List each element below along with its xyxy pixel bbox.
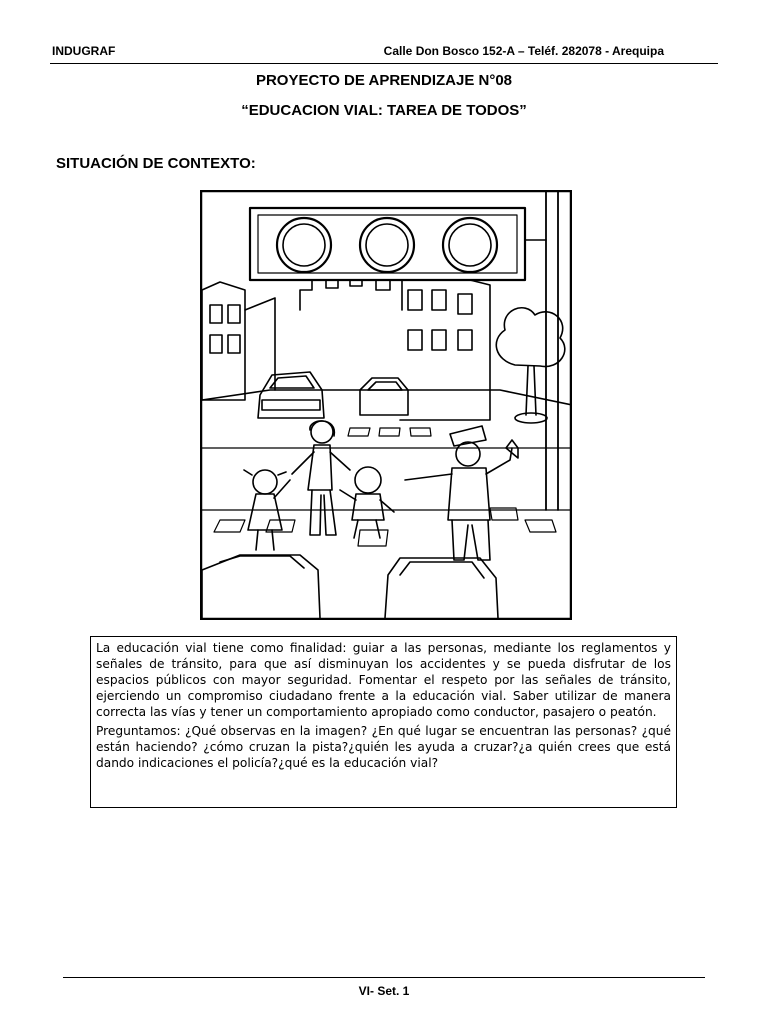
context-paragraph: La educación vial tiene como finalidad: guiar a las personas, mediante los reglamentos y señales de tránsito, para que así disminuyan los accidentes y se pueda disfrutar de los espacios públicos con mayor seguridad. Fomentar el respeto por las señales de tránsito, ejerciendo un compromiso ciudadano frente a la educación vial. Saber utilizar de manera correcta las vías y tener un comportamiento apropiado como conductor, pasajero o peatón. [96,641,671,719]
questions-paragraph: Preguntamos: ¿Qué observas en la imagen? ¿En qué lugar se encuentran las personas? ¿qué están haciendo? ¿cómo cruzan la pista?¿quién les ayuda a cruzar?¿a quién crees que está dando indicaciones el policía?¿qué es la educación vial? [96,724,671,770]
section-heading: SITUACIÓN DE CONTEXTO: [56,155,256,172]
header-address: Calle Don Bosco 152-A – Teléf. 282078 - Arequipa [383,44,664,58]
header-divider [50,63,718,64]
road-safety-illustration [200,190,572,620]
footer-divider [63,977,705,978]
header-publisher: INDUGRAF [52,44,116,58]
page-subtitle: “EDUCACION VIAL: TAREA DE TODOS” [241,102,527,119]
context-text-box [90,636,677,808]
footer-label: VI- Set. 1 [358,984,410,998]
page-title: PROYECTO DE APRENDIZAJE N°08 [255,72,513,89]
